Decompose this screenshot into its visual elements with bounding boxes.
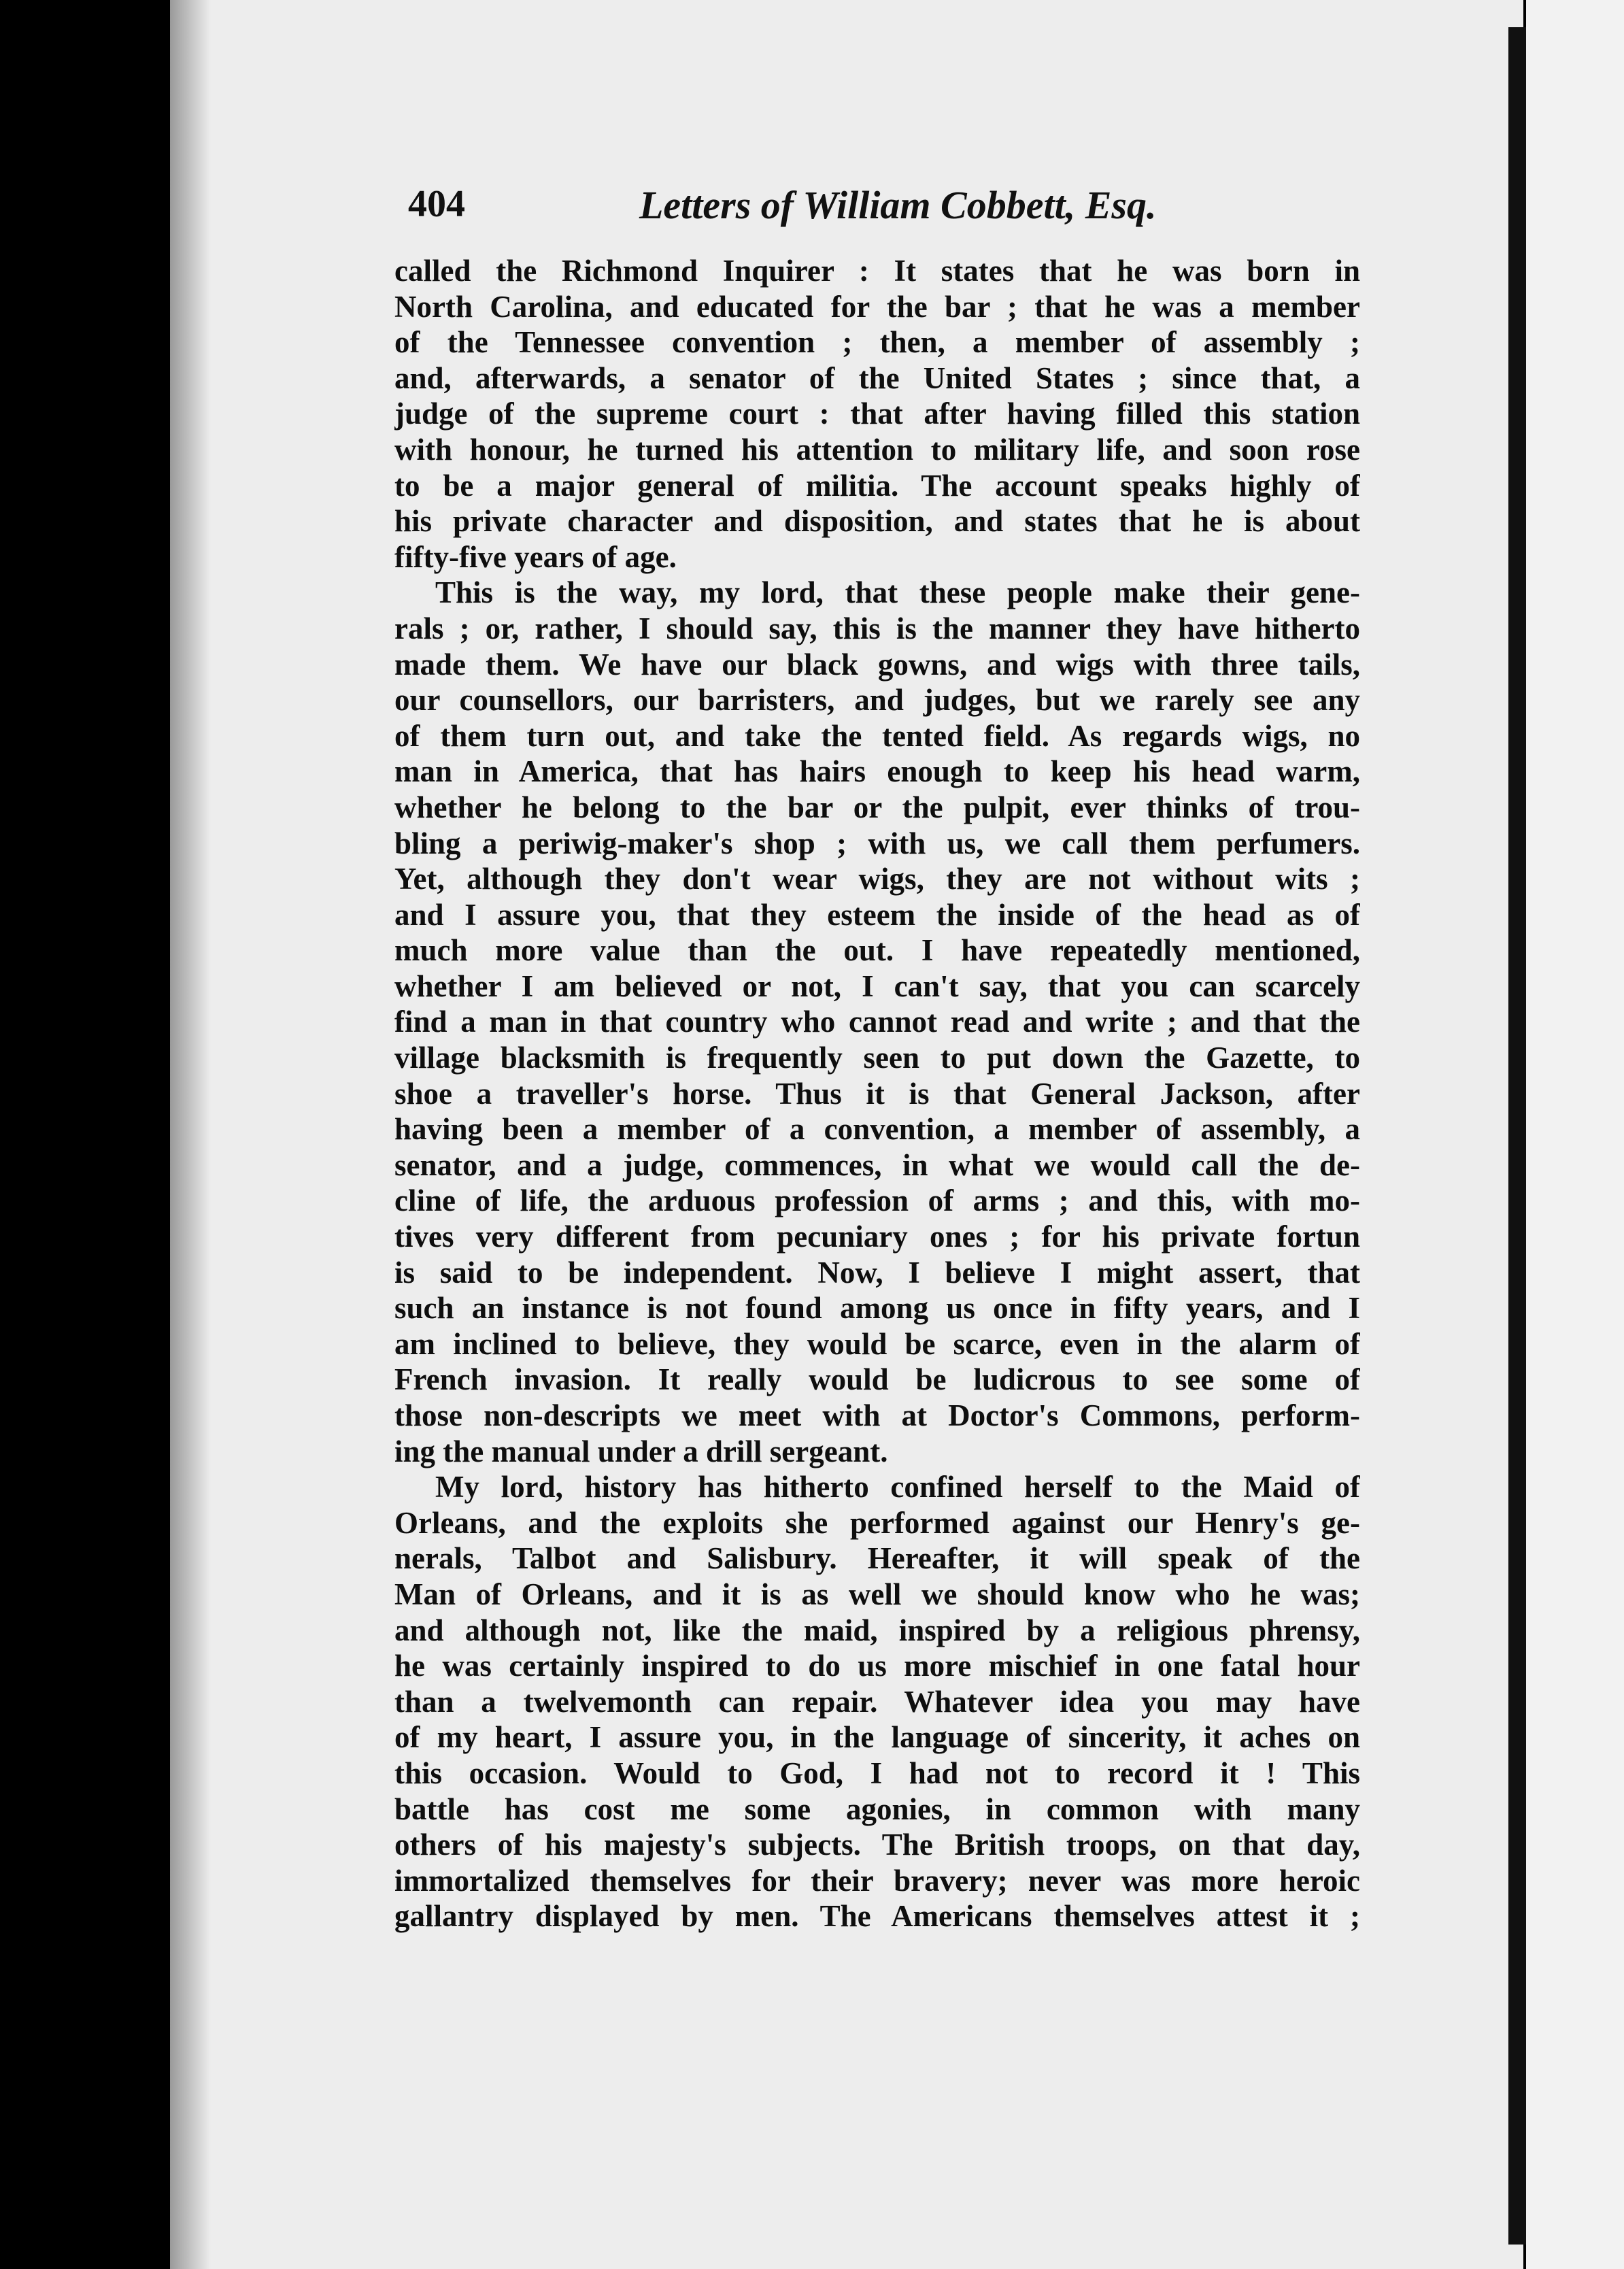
text-line: am inclined to believe, they would be scarce, even in the alarm of [394,1326,1360,1361]
text-line: he was certainly inspired to do us more mischief in one fatal hour [394,1649,1360,1683]
running-head: Letters of William Cobbett, Esq. [639,183,1157,227]
text-line: fifty-five years of age. [394,539,677,574]
text-line: such an instance is not found among us once in fifty years, and I [394,1291,1360,1326]
text-line: this occasion. Would to God, I had not to record it ! This [394,1755,1360,1790]
text-line: with honour, he turned his attention to military life, and soon rose [394,432,1360,467]
text-line: than a twelvemonth can repair. Whatever idea you may have [394,1684,1360,1719]
text-line: battle has cost me some agonies, in common with many [394,1792,1360,1826]
text-line: man in America, that has hairs enough to keep his head warm, [394,754,1360,789]
facing-page-edge [1526,0,1624,2269]
text-line: My lord, history has hitherto confined herself to the Maid of [435,1470,1360,1505]
text-line: those non-descripts we meet with at Doctor's Commons, perform- [394,1398,1360,1432]
paragraph-3 [394,1469,1360,1934]
text-line: senator, and a judge, commences, in what we would call the de- [394,1147,1360,1182]
text-line: find a man in that country who cannot read and write ; and that the [394,1005,1360,1039]
text-line: is said to be independent. Now, I believe I might assert, that [394,1255,1360,1290]
text-line: whether he belong to the bar or the pulpit, ever thinks of trou- [394,790,1360,824]
text-line: and although not, like the maid, inspired by a religious phrensy, [394,1613,1360,1647]
text-line: village blacksmith is frequently seen to put down the Gazette, to [394,1041,1360,1075]
text-line: of my heart, I assure you, in the language of sincerity, it aches on [394,1720,1360,1755]
text-line: much more value than the out. I have repeatedly mentioned, [394,933,1360,968]
text-line: French invasion. It really would be ludicrous to see some of [394,1362,1360,1397]
text-line: bling a periwig-maker's shop ; with us, we call them perfumers. [394,826,1360,860]
text-line: tives very different from pecuniary ones ; for his private fortun [394,1220,1360,1254]
text-line: of the Tennessee convention ; then, a member of assembly ; [394,325,1360,360]
text-line: whether I am believed or not, I can't say, that you can scarcely [394,969,1360,1003]
text-line: Orleans, and the exploits she performed against our Henry's ge- [394,1505,1360,1540]
text-line: nerals, Talbot and Salisbury. Hereafter, it will speak of the [394,1541,1360,1576]
text-line: ing the manual under a drill sergeant. [394,1434,888,1468]
text-line: to be a major general of militia. The account speaks highly of [394,468,1360,503]
page-gutter-edge [1508,27,1526,2245]
text-line: having been a member of a convention, a member of assembly, a [394,1112,1360,1147]
page-number: 404 [408,183,465,225]
text-line: our counsellors, our barristers, and judges, but we rarely see any [394,683,1360,718]
text-line: This is the way, my lord, that these people make their gene- [435,575,1360,610]
text-line: Man of Orleans, and it is as well we should know who he was; [394,1577,1360,1611]
paragraph-1 [394,253,1360,575]
text-line: called the Richmond Inquirer : It states that he was born in [394,254,1360,288]
text-line: cline of life, the arduous profession of arms ; and this, with mo- [394,1183,1360,1218]
text-line: North Carolina, and educated for the bar ; that he was a member [394,289,1360,324]
text-line: judge of the supreme court : that after having filled this station [394,397,1360,431]
page-fold-shadow [170,0,211,2269]
text-line: gallantry displayed by men. The Americans themselves attest it ; [394,1899,1360,1934]
text-line: and I assure you, that they esteem the inside of the head as of [394,897,1360,932]
page-header [408,182,1347,237]
text-line: of them turn out, and take the tented field. As regards wigs, no [394,718,1360,753]
text-line: and, afterwards, a senator of the United States ; since that, a [394,360,1360,395]
text-line: his private character and disposition, and states that he is about [394,504,1360,539]
text-line: shoe a traveller's horse. Thus it is that General Jackson, after [394,1076,1360,1111]
body-text [394,253,1360,1934]
text-line: others of his majesty's subjects. The British troops, on that day, [394,1828,1360,1862]
scan-left-border [0,0,170,2269]
paragraph-2 [394,575,1360,1469]
text-line: Yet, although they don't wear wigs, they are not without wits ; [394,862,1360,896]
text-line: immortalized themselves for their bravery; never was more heroic [394,1863,1360,1898]
text-line: rals ; or, rather, I should say, this is the manner they have hitherto [394,611,1360,645]
text-line: made them. We have our black gowns, and wigs with three tails, [394,647,1360,682]
